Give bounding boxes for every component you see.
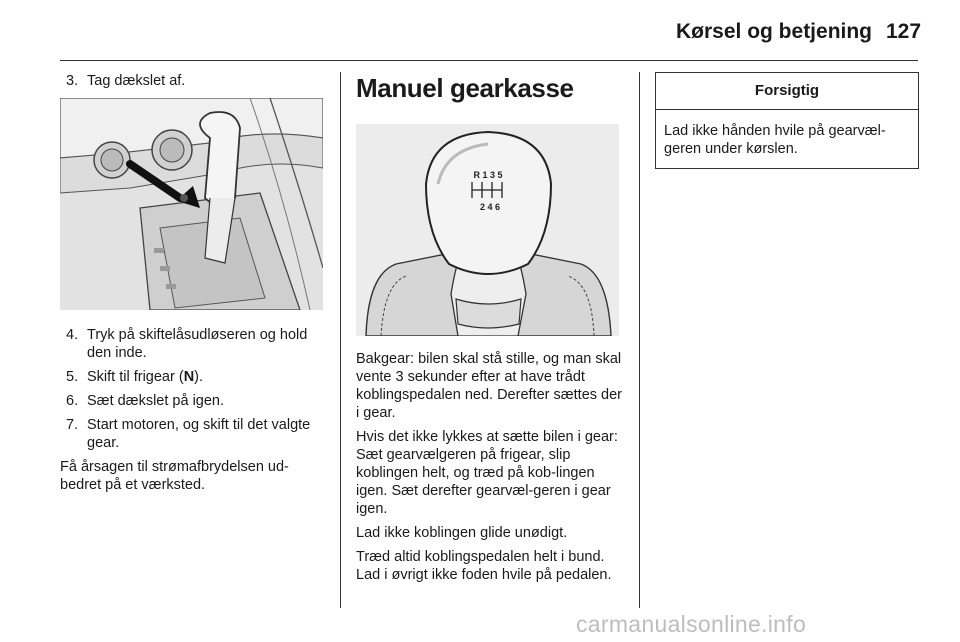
step-text-post: ).: [194, 369, 204, 385]
step-number: 6.: [66, 393, 79, 409]
paragraph-clutch-slip: Lad ikke koblingen glide unødigt.: [356, 525, 568, 541]
step-number: 7.: [66, 417, 79, 433]
step-7: [60, 416, 326, 452]
console-cover-illustration: [60, 98, 323, 310]
step-text: Sæt dækslet på igen.: [87, 393, 225, 409]
step-number: 4.: [66, 327, 79, 343]
step-text-pre: Skift til frigear (: [87, 369, 184, 385]
caution-title: Forsigtig: [656, 73, 918, 110]
watermark: carmanualsonline.info: [576, 611, 807, 637]
step-text: Start motoren, og skift til det valgte gear.: [87, 417, 311, 451]
step-number: 5.: [66, 369, 79, 385]
left-column: [60, 72, 326, 494]
middle-column: [356, 72, 624, 584]
step-3: [60, 72, 326, 90]
paragraph-gear-fail: Hvis det ikke lykkes at sætte bilen i gear: Sæt gearvælgeren på frigear, slip koblingen helt, og træd på kob-lingen igen. Sæt derefter gearvæl-geren i gear igen.: [356, 429, 618, 517]
column-divider: [639, 72, 640, 608]
section-heading: Manuel gearkasse: [356, 73, 574, 103]
caution-text: Lad ikke hånden hvile på gearvæl-geren under kørslen.: [664, 123, 886, 157]
paragraph-reverse-gear: Bakgear: bilen skal stå stille, og man skal vente 3 sekunder efter at have trådt koblingspedalen ned. Derefter sættes der i gear.: [356, 351, 622, 421]
column-divider: [340, 72, 341, 608]
knob-top-labels: R 1 3 5: [473, 170, 503, 180]
closing-paragraph: Få årsagen til strømafbrydelsen ud-bedret på et værksted.: [60, 459, 289, 493]
header-divider: [60, 60, 918, 61]
caution-box: [655, 72, 919, 169]
step-4: [60, 326, 326, 362]
paragraph-clutch-pedal: Træd altid koblingspedalen helt i bund. Lad i øvrigt ikke foden hvile på pedalen.: [356, 549, 612, 583]
step-5: [60, 368, 326, 386]
step-text: Tryk på skiftelåsudløseren og hold den inde.: [87, 327, 308, 361]
step-6: [60, 392, 326, 410]
page-number: 127: [886, 20, 922, 43]
page-header-title: Kørsel og betjening: [676, 20, 873, 43]
gear-neutral-label: N: [183, 369, 195, 385]
knob-bottom-labels: 2 4 6: [479, 202, 501, 212]
step-text: Tag dækslet af.: [87, 73, 186, 89]
step-number: 3.: [66, 73, 79, 89]
right-column: [655, 72, 919, 169]
gear-knob-illustration: [356, 124, 619, 336]
